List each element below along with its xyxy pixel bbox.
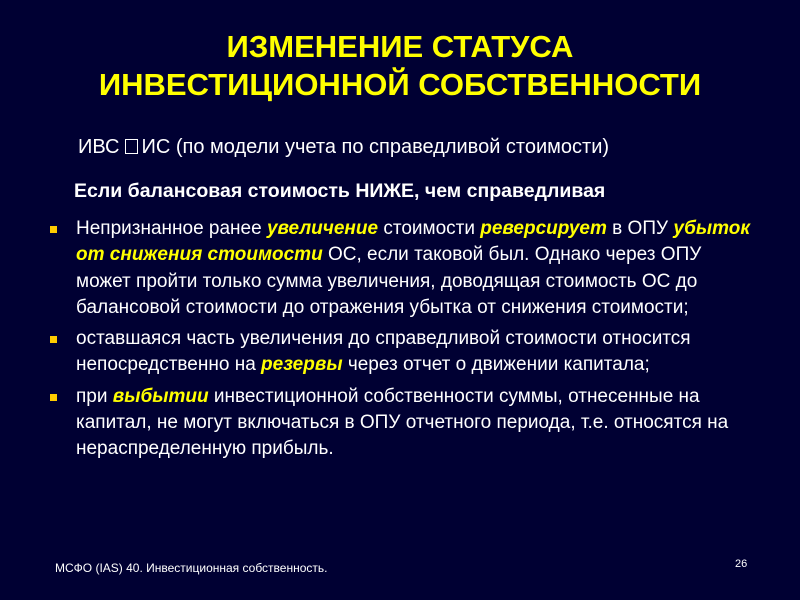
arrow-box-icon xyxy=(125,139,138,154)
condition-heading: Если балансовая стоимость НИЖЕ, чем справедливая xyxy=(74,180,606,202)
emphasis-text: выбытии xyxy=(112,385,209,407)
subtitle-left: ИВС xyxy=(78,136,120,158)
bullet-text: инвестиционной собственности суммы, отнесенные на капитал, не могут включаться в ОПУ отчетного периода, т.е. относятся на нераспределенную прибыль. xyxy=(76,385,729,460)
bullet-square-icon xyxy=(50,394,57,401)
bullet-list xyxy=(50,216,750,463)
subtitle-right: ИС (по модели учета по справедливой стоимости) xyxy=(141,136,610,158)
bullet-text: при xyxy=(76,385,113,407)
emphasis-text: реверсирует xyxy=(480,218,607,239)
subtitle xyxy=(78,136,609,159)
emphasis-text: увеличение xyxy=(266,218,379,239)
bullet-text: стоимости xyxy=(378,218,481,239)
emphasis-text: резервы xyxy=(261,354,343,376)
bullet-item xyxy=(50,384,750,463)
bullet-text: в ОПУ xyxy=(606,218,674,239)
emphasis-text: убыток от снижения стоимости xyxy=(76,218,751,266)
footer-text: МСФО (IAS) 40. Инвестиционная собственность. xyxy=(55,561,328,575)
bullet-text: ОС, если таковой был. Однако через ОПУ может пройти только сумма увеличения, доводящая стоимость ОС до балансовой стоимости до отражения убытка от снижения стоимости; xyxy=(76,244,702,318)
title-line-2: ИНВЕСТИЦИОННОЙ СОБСТВЕННОСТИ xyxy=(98,67,702,102)
bullet-square-icon xyxy=(50,226,57,233)
page-number: 26 xyxy=(735,558,748,570)
title-line-1: ИЗМЕНЕНИЕ СТАТУСА xyxy=(226,29,574,64)
bullet-text: через отчет о движении капитала; xyxy=(342,354,650,376)
bullet-text: оставшаяся часть увеличения до справедливой стоимости относится непосредственно на xyxy=(76,328,691,376)
bullet-item xyxy=(50,216,750,321)
slide-title xyxy=(0,28,800,104)
bullet-item xyxy=(50,326,750,379)
bullet-square-icon xyxy=(50,336,57,343)
bullet-text: Непризнанное ранее xyxy=(76,218,267,239)
